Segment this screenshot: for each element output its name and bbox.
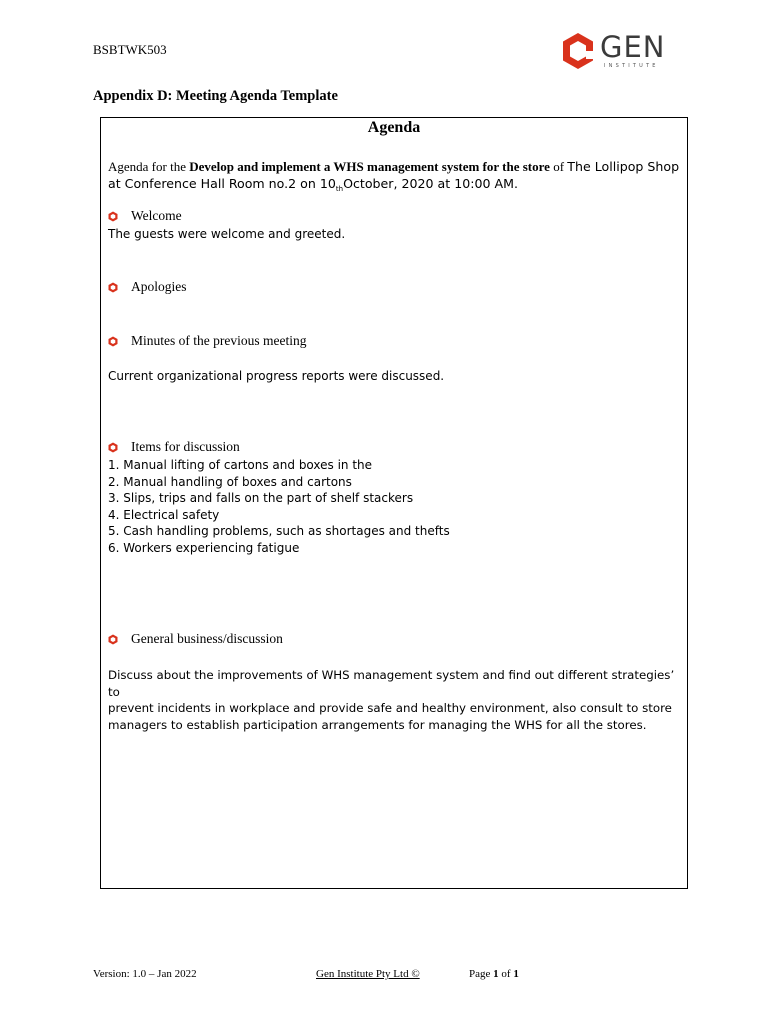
section-minutes-heading [108,333,306,349]
general-body-line: managers to establish participation arrangements for managing the WHS for all the stores. [108,717,647,732]
hexagon-logo-icon [561,32,595,70]
intro-bold-title: Develop and implement a WHS management system for the store [189,159,550,174]
agenda-heading: Agenda [367,119,421,136]
intro-prefix: Agenda for the [108,159,190,174]
logo-subtext: INSTITUTE [604,63,659,69]
page-label: Page [469,968,494,980]
section-welcome-title: Welcome [131,208,182,223]
section-apologies-heading [108,279,187,295]
intro-venue: The Lollipop Shop at Conference Hall Room no.2 on 10 [108,159,680,191]
section-apologies-title: Apologies [131,279,187,294]
appendix-title: Appendix D: Meeting Agenda Template [93,88,338,104]
doc-code: BSBTWK503 [93,42,167,57]
hexagon-bullet-icon [108,442,118,453]
section-welcome-heading [108,208,182,224]
hexagon-bullet-icon [108,211,118,222]
list-item: 2. Manual handling of boxes and cartons [108,474,352,489]
logo-text: GEN [600,30,666,64]
section-discussion-title: Items for discussion [131,439,240,454]
agenda-box [100,117,688,889]
page-total: 1 [513,968,519,980]
section-discussion-heading [108,439,240,455]
list-item: 4. Electrical safety [108,507,220,522]
general-body-line: prevent incidents in workplace and provide safe and healthy environment, also consult to store [108,701,672,715]
footer-version: Version: 1.0 – Jan 2022 [93,968,197,980]
page-current: 1 [493,968,499,980]
general-body-line: Discuss about the improvements of WHS management system and find out different strategies’ to [108,668,675,699]
intro-date-suffix: th [335,185,344,193]
section-minutes-title: Minutes of the previous meeting [131,333,307,348]
list-item: 1. Manual lifting of cartons and boxes in the [108,458,373,472]
gen-logo [561,32,673,72]
discussion-list [108,457,450,556]
list-item: 5. Cash handling problems, such as shortages and thefts [108,524,450,538]
section-general-title: General business/discussion [131,631,283,646]
hexagon-bullet-icon [108,282,118,293]
section-general-body [108,667,686,733]
section-welcome-body: The guests were welcome and greeted. [108,227,346,241]
section-general-heading [108,631,283,647]
intro-date: October, 2020 at 10:00 AM. [343,176,518,191]
page-of: of [498,968,514,980]
hexagon-bullet-icon [108,336,118,347]
list-item: 3. Slips, trips and falls on the part of shelf stackers [108,491,414,505]
footer-company: Gen Institute Pty Ltd © [316,968,420,980]
agenda-intro [108,158,683,195]
hexagon-bullet-icon [108,634,118,645]
footer-page-number [469,968,519,980]
section-minutes-body: Current organizational progress reports were discussed. [108,369,445,383]
intro-mid: of [549,159,568,174]
list-item: 6. Workers experiencing fatigue [108,540,300,555]
